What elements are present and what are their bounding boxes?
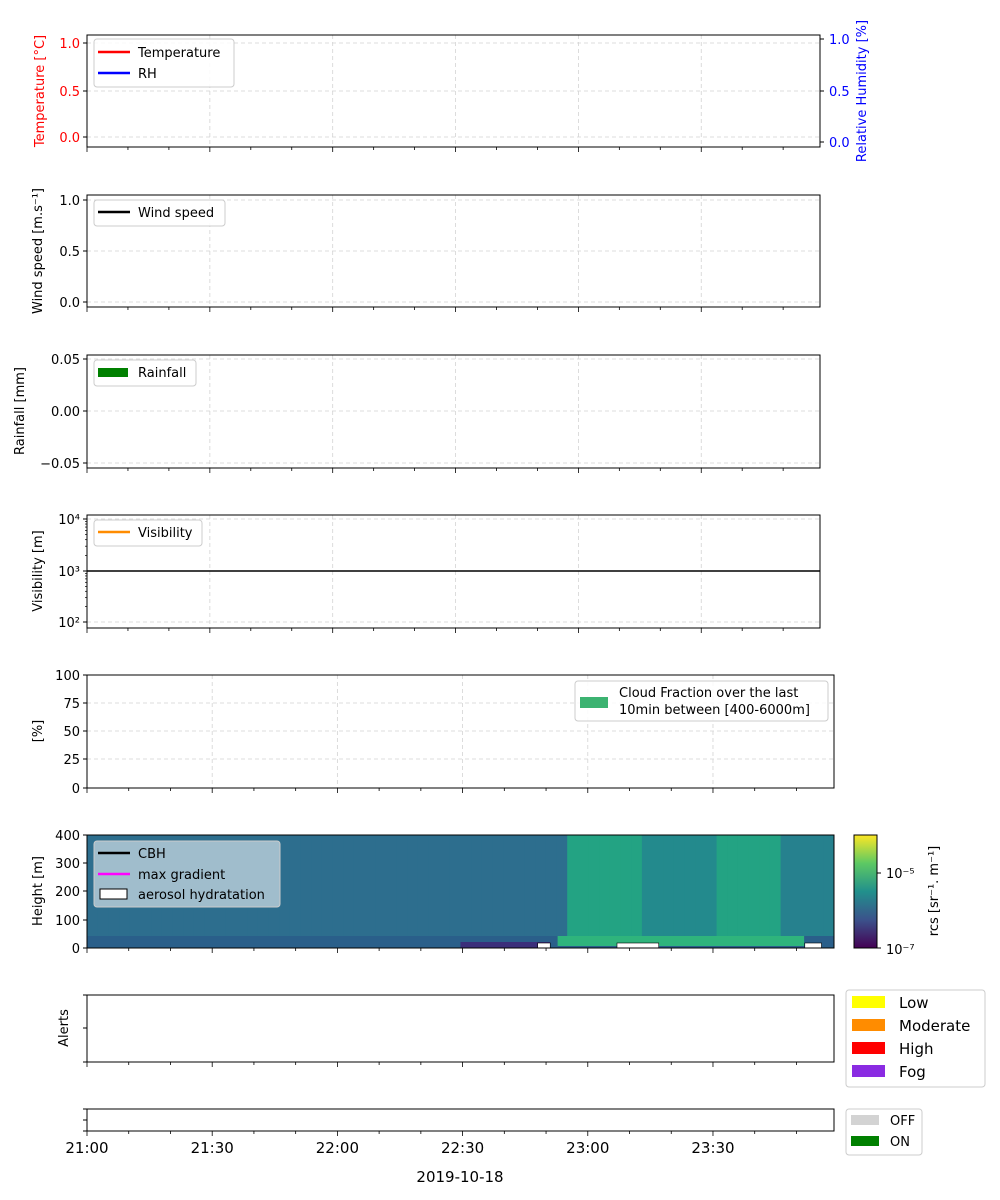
y-tick-label: 25 — [63, 753, 80, 768]
temperature-axis-label: Temperature [°C] — [33, 34, 48, 148]
heatmap-cell — [706, 835, 717, 936]
legend-rcs — [94, 841, 280, 907]
heatmap-cell — [535, 835, 546, 936]
legend-cbh-label: CBH — [138, 847, 166, 862]
heatmap-cell — [781, 835, 792, 936]
heatmap-cell — [354, 835, 365, 936]
aerosol-hydratation-bar — [617, 943, 659, 948]
heatmap-cell — [396, 835, 407, 936]
colorbar-tick-label: 10⁻⁷ — [886, 943, 915, 958]
y-tick-label: 0.00 — [51, 405, 80, 420]
legend-cloud-fraction-swatch — [580, 697, 608, 708]
heatmap-cell — [322, 835, 333, 936]
y-tick-label: 0 — [71, 942, 80, 957]
y-tick-label: 50 — [63, 725, 80, 740]
heatmap-cell — [450, 835, 461, 936]
x-tick-label: 23:30 — [691, 1139, 735, 1157]
heatmap-cell — [610, 835, 621, 936]
legend-alerts — [846, 990, 985, 1087]
legend-on-swatch — [851, 1136, 879, 1146]
heatmap-cell — [567, 835, 578, 936]
heatmap-cell — [439, 835, 450, 936]
legend-wind-label: Wind speed — [138, 206, 215, 221]
alerts-axis-label: Alerts — [57, 1009, 72, 1047]
heatmap-cell — [578, 835, 589, 936]
x-tick-label: 23:00 — [566, 1139, 610, 1157]
y-tick-label: 0 — [71, 782, 80, 797]
heatmap-cell — [813, 835, 824, 936]
heatmap-cell — [343, 835, 354, 936]
y-tick-label: 0.0 — [59, 296, 80, 311]
visibility-axis-label: Visibility [m] — [31, 530, 46, 612]
x-tick-label: 21:00 — [65, 1139, 109, 1157]
heatmap-cell — [674, 835, 685, 936]
axes-frame — [87, 355, 820, 468]
axes-frame — [87, 1109, 834, 1131]
heatmap-cell — [558, 936, 805, 946]
heatmap-cell — [364, 835, 375, 936]
y-tick-label: 0.5 — [59, 85, 80, 100]
heatmap-cell — [461, 835, 472, 936]
wind-axis-label: Wind speed [m.s⁻¹] — [31, 188, 46, 314]
cloud-fraction-axis-label: [%] — [31, 719, 46, 743]
heatmap-cell — [557, 835, 568, 936]
y-tick-label: 1.0 — [59, 37, 80, 52]
y-tick-label: 300 — [55, 857, 80, 872]
heatmap-cell — [653, 835, 664, 936]
legend-rh-label: RH — [138, 67, 157, 82]
legend-temperature-label: Temperature — [138, 46, 221, 61]
legend-low-swatch — [852, 996, 885, 1008]
y-tick-label: 1.0 — [59, 194, 80, 209]
legend-off-label: OFF — [890, 1114, 916, 1129]
legend-cloud-fraction — [575, 681, 828, 721]
legend-low-label: Low — [899, 994, 929, 1012]
heatmap-cell — [727, 835, 738, 936]
heatmap-cell — [717, 835, 728, 936]
heatmap-cell — [514, 835, 525, 936]
heatmap-cell — [642, 835, 653, 936]
heatmap-cell — [802, 835, 813, 936]
y-tick-label: 0.0 — [59, 131, 80, 146]
legend-fog-label: Fog — [899, 1063, 926, 1081]
legend-high-label: High — [899, 1040, 934, 1058]
heatmap-cell — [685, 835, 696, 936]
aerosol-hydratation-bar — [805, 943, 822, 948]
heatmap-cell — [525, 835, 536, 936]
heatmap-cell — [311, 835, 322, 936]
heatmap-cell — [823, 835, 834, 936]
legend-max-gradient-label: max gradient — [138, 868, 226, 883]
heatmap-cell — [589, 835, 600, 936]
legend-wind — [94, 200, 225, 226]
alerts-panel — [83, 995, 834, 1067]
y2-tick-label: 0.0 — [829, 136, 850, 151]
heatmap-cell — [386, 835, 397, 936]
legend-status — [846, 1109, 922, 1155]
rh-axis-label: Relative Humidity [%] — [855, 19, 870, 163]
rainfall-axis-label: Rainfall [mm] — [13, 367, 28, 455]
legend-fog-swatch — [852, 1065, 885, 1077]
legend-moderate-swatch — [852, 1019, 885, 1031]
y-tick-label: 0.05 — [51, 353, 80, 368]
colorbar-label: rcs [sr⁻¹. m⁻¹] — [927, 845, 942, 937]
legend-on-label: ON — [890, 1135, 910, 1150]
heatmap-cell — [503, 835, 514, 936]
legend-off-swatch — [851, 1115, 879, 1125]
legend-high-swatch — [852, 1042, 885, 1054]
heatmap-cell — [631, 835, 642, 936]
heatmap-cell — [290, 835, 301, 936]
legend-rainfall-swatch — [98, 368, 128, 377]
legend-cloud-fraction-label-2: 10min between [400-6000m] — [619, 703, 810, 718]
x-tick-label: 21:30 — [190, 1139, 234, 1157]
heatmap-cell — [599, 835, 610, 936]
heatmap-cell — [695, 835, 706, 936]
heatmap-cell — [279, 835, 290, 936]
heatmap-cell — [428, 835, 439, 936]
axes-frame — [87, 995, 834, 1062]
legend-rainfall — [94, 360, 196, 386]
y-tick-label: 100 — [55, 914, 80, 929]
heatmap-cell — [749, 835, 760, 936]
y-tick-label: −0.05 — [40, 457, 80, 472]
y-tick-label: 0.5 — [59, 245, 80, 260]
heatmap-cell — [759, 835, 770, 936]
heatmap-cell — [663, 835, 674, 936]
heatmap-cell — [621, 835, 632, 936]
y-tick-label: 400 — [55, 829, 80, 844]
heatmap-cell — [407, 835, 418, 936]
y2-tick-label: 0.5 — [829, 85, 850, 100]
legend-visibility-label: Visibility — [138, 526, 193, 541]
heatmap-cell — [791, 835, 802, 936]
heatmap-cell — [738, 835, 749, 936]
legend-moderate-label: Moderate — [899, 1017, 971, 1035]
heatmap-cell — [375, 835, 386, 936]
y-tick-label: 10² — [58, 616, 80, 631]
heatmap-cell — [461, 942, 551, 948]
legend-visibility — [94, 520, 202, 546]
y-tick-label: 10³ — [58, 565, 80, 580]
y-tick-label: 200 — [55, 885, 80, 900]
legend-temperature-rh — [94, 39, 234, 87]
y-tick-label: 100 — [55, 669, 80, 684]
heatmap-cell — [770, 835, 781, 936]
legend-cloud-fraction-label-1: Cloud Fraction over the last — [619, 686, 799, 701]
legend-aerosol-label: aerosol hydratation — [138, 888, 265, 903]
heatmap-cell — [332, 835, 343, 936]
heatmap-cell — [471, 835, 482, 936]
aerosol-hydratation-bar — [538, 943, 551, 948]
heatmap-cell — [493, 835, 504, 936]
heatmap-cell — [300, 835, 311, 936]
x-tick-label: 22:30 — [440, 1139, 485, 1157]
y2-tick-label: 1.0 — [829, 33, 850, 48]
heatmap-cell — [418, 835, 429, 936]
colorbar — [854, 835, 877, 948]
legend-aerosol-swatch — [100, 889, 127, 899]
legend-rainfall-label: Rainfall — [138, 366, 187, 381]
heatmap-cell — [482, 835, 493, 936]
status-panel — [65, 1109, 834, 1157]
y-tick-label: 75 — [63, 697, 80, 712]
colorbar-tick-label: 10⁻⁵ — [886, 867, 915, 882]
heatmap-cell — [546, 835, 557, 936]
x-axis-date-label: 2019-10-18 — [416, 1168, 504, 1186]
height-axis-label: Height [m] — [31, 856, 46, 926]
y-tick-label: 10⁴ — [58, 513, 80, 528]
x-tick-label: 22:00 — [315, 1139, 360, 1157]
